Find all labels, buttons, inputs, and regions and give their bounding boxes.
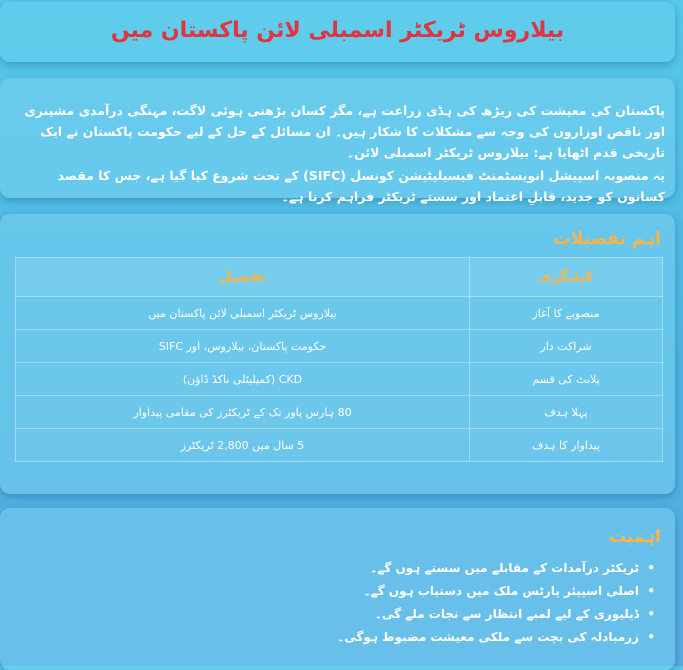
header-detail: تفصیل [16,258,470,297]
intro-paragraph-1-text: پاکستان کی معیشت کی ریڑھ کی ہڈی زراعت ہے، مگر کسان بڑھتی ہوئی لاگت، مہنگی درآمدی مشینری اور ناقص اوزاروں کی وجہ سے مشکلات کا شکار ہیں۔ ان مسائل کے حل کے لیے حکومت پاکستان نے ایک تاریخی قدم اٹھایا ہے: [24,103,665,160]
details-card [0,214,675,494]
table-row [16,429,663,462]
list-item [12,580,655,603]
header-category: کیٹیگری [470,258,663,297]
row-category: پلانٹ کی قسم [470,363,663,396]
row-category: پہلا ہدف [470,396,663,429]
list-item [12,603,655,626]
intro-paragraph-2: یہ منصوبہ اسپیشل انویسٹمنٹ فیسیلیٹیشن کونسل (SIFC) کے تحت شروع کیا گیا ہے، جس کا مقصد کسانوں کو جدید، قابلِ اعتماد اور سستے ٹریکٹر فراہم کرنا ہے۔ [57,168,665,204]
page-title: بیلاروس ٹریکٹر اسمبلی لائن پاکستان میں [110,18,565,43]
importance-card [0,508,675,670]
list-item-text: ٹریکٹر درآمدات کے مقابلے میں سستے ہوں گے۔ [370,561,639,575]
list-item [12,626,655,649]
row-detail: 5 سال میں 2,800 ٹریکٹرز [16,429,470,462]
row-category: پیداوار کا ہدف [470,429,663,462]
intro-card [0,78,675,204]
title-card [0,2,675,62]
row-category: شراکت دار [470,330,663,363]
list-item [12,557,655,580]
row-detail: بیلاروس ٹریکٹر اسمبلی لائن پاکستان میں [16,297,470,330]
row-detail: 80 ہارس پاور تک کے ٹریکٹرز کی مقامی پیداوار [16,396,470,429]
intro-highlight: بیلاروس ٹریکٹر اسمبلی لائن۔ [346,145,530,160]
details-table [15,257,663,462]
importance-heading: اہمیت [608,527,661,547]
list-item-text: زرمبادلہ کی بچت سے ملکی معیشت مضبوط ہوگی۔ [337,630,639,644]
table-row [16,396,663,429]
bullet-icon: • [647,561,655,575]
importance-list [12,557,663,649]
row-detail: حکومت پاکستان، بیلاروس، اور SIFC [16,330,470,363]
table-row [16,363,663,396]
intro-paragraph-1 [10,100,665,163]
details-heading: اہم تفصیلات [553,229,661,249]
row-detail: CKD (کمپلیٹلی ناکڈ ڈاؤن) [16,363,470,396]
table-row [16,297,663,330]
bullet-icon: • [647,584,655,598]
list-item-text: اصلی اسپیئر پارٹس ملک میں دستیاب ہوں گے۔ [363,584,639,598]
bullet-icon: • [647,630,655,644]
details-header-row [16,258,663,297]
bullet-icon: • [647,607,655,621]
table-row [16,330,663,363]
row-category: منصوبے کا آغاز [470,297,663,330]
list-item-text: ڈیلیوری کے لیے لمبے انتظار سے نجات ملے گی۔ [374,607,639,621]
